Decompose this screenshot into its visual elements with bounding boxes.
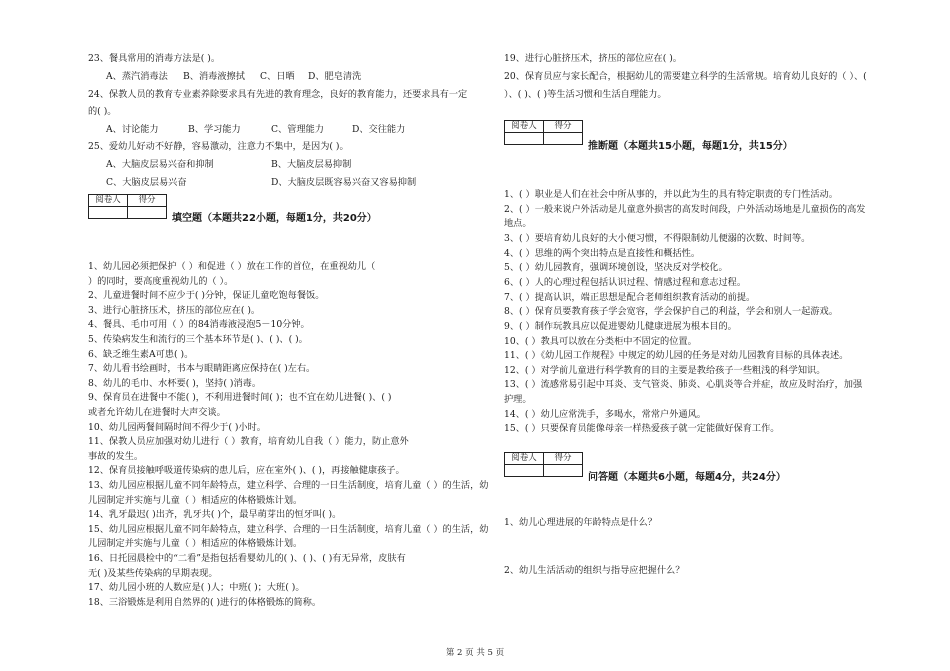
fill-question-line: 10、幼儿园两餐间隔时间不得少于( )小时。: [88, 421, 266, 433]
q23-option-a: A、蒸汽消毒法: [106, 71, 168, 82]
score-label: 得分: [544, 453, 583, 465]
q23-option-c: C、日晒: [260, 71, 295, 82]
q24-option-c: C、管理能力: [271, 124, 324, 135]
grader-label: 阅卷人: [505, 453, 544, 465]
fill-question-line: 9、保育员在进餐中不能( )，不利用进餐时间( )；也不宜在幼儿进餐( )、( ): [88, 392, 392, 404]
grader-box-essay: [504, 452, 583, 477]
fill-question-line: 无( )及某些传染病的早期表现。: [88, 567, 218, 579]
q23-option-d: D、肥皂清洗: [308, 71, 362, 82]
judge-question-line: 3、( ）要培育幼儿良好的大小便习惯，不得限制幼儿便溺的次数、时间等。: [504, 232, 811, 244]
essay-question-1: 1、幼儿心理进展的年龄特点是什么？: [504, 517, 657, 528]
q24-option-a: A、讨论能力: [106, 124, 159, 135]
fill-question-line: 14、乳牙最迟( )出齐，乳牙共( )个，最早萌芽出的恒牙叫( )。: [88, 509, 342, 521]
q25-option-b: B、大脑皮层易抑制: [271, 159, 352, 170]
fill-question-line: ）的同时，要高度重视幼儿的（ ）。: [88, 275, 234, 287]
score-label: 得分: [544, 121, 583, 133]
grader-cell: [505, 133, 544, 145]
fill-question-line: 3、进行心脏挤压术，挤压的部位应在( )。: [88, 304, 261, 316]
judge-question-line: 14、( ）幼儿应常洗手，多喝水，常常户外通风。: [504, 408, 706, 420]
essay-question-2: 2、幼儿生活活动的组织与指导应把握什么？: [504, 565, 685, 576]
fill-section-title: 填空题（本题共22小题，每题1分，共20分）: [172, 213, 377, 224]
fill-question-line: 15、幼儿园应根据儿童不同年龄特点，建立科学、合理的一日生活制度，培育儿童（ ）的生活，幼: [88, 523, 489, 535]
judge-question-line: 2、( ）一般来说户外活动是儿童意外损害的高发时间段，户外活动场地是儿童损伤的高发: [504, 203, 866, 215]
judge-question-line: 15、( ）只要保育员能像母亲一样热爱孩子就一定能做好保育工作。: [504, 423, 780, 435]
essay-section-title: 问答题（本题共6小题，每题4分，共24分）: [588, 472, 786, 483]
judge-question-line: 11、( ）《幼儿园工作规程》中规定的幼儿园的任务是对幼儿园教育目标的具体表述。: [504, 350, 849, 362]
q25-option-d: D、大脑皮层既容易兴奋又容易抑制: [271, 177, 417, 188]
judge-question-line: 5、( ）幼儿园教育，强调环境创设，坚决反对学校化。: [504, 262, 728, 274]
score-cell: [544, 133, 583, 145]
q24-option-d: D、交往能力: [352, 124, 406, 135]
fill-question-line: 儿园制定并实施与儿童（ ）相适应的体格锻炼计划。: [88, 494, 303, 506]
fill-question-line: 11、保教人员应加强对幼儿进行（ ）教育，培育幼儿自我（ ）能力，防止意外: [88, 436, 409, 448]
fill-question-line: 7、幼儿看书绘画时，书本与眼睛距离应保持在( )左右。: [88, 363, 316, 375]
judge-section-title: 推断题（本题共15小题，每题1分，共15分）: [588, 141, 793, 152]
judge-question-line: 4、( ）思维的两个突出特点是直接性和概括性。: [504, 247, 701, 259]
fill-question-line: 4、餐具、毛巾可用（ ）的84消毒液浸泡5－10分钟。: [88, 319, 310, 331]
grader-label: 阅卷人: [505, 121, 544, 133]
fill-question-line: 6、缺乏维生素A可患( )。: [88, 348, 194, 360]
score-label: 得分: [128, 195, 167, 207]
score-cell: [544, 465, 583, 477]
fill-question-line: 5、传染病发生和流行的三个基本环节是( )、( )、( )。: [88, 334, 308, 345]
grader-cell: [505, 465, 544, 477]
grader-label: 阅卷人: [89, 195, 128, 207]
q25-option-c: C、大脑皮层易兴奋: [106, 177, 187, 188]
judge-question-line: 7、( ）提高认识，端正思想是配合老师组织教育活动的前提。: [504, 291, 756, 303]
judge-question-line: 10、( ）教具可以放在分类柜中不固定的位置。: [504, 335, 697, 347]
q24-option-b: B、学习能力: [188, 124, 241, 135]
fill-question-line: 12、保育员接触呼吸道传染病的患儿后，应在室外( )、( )，再接触健康孩子。: [88, 465, 405, 477]
fill-question-line: 18、三浴锻炼是利用自然界的( )进行的体格锻炼的简称。: [88, 596, 322, 608]
fill-question-line: 2、儿童进餐时间不应少于( )分钟，保证儿童吃饱每餐饭。: [88, 290, 325, 302]
fill-question-line: 13、幼儿园应根据儿童不同年龄特点，建立科学、合理的一日生活制度，培育儿童（ ）的生活，幼: [88, 480, 489, 491]
fill-question-line: 8、幼儿的毛巾、水杯要( )，坚持( )消毒。: [88, 377, 262, 389]
judge-question-line: 6、( ）人的心理过程包括认识过程、情感过程和意志过程。: [504, 276, 747, 288]
question-20-cont: ）、( )、( )等生活习惯和生活自理能力。: [504, 89, 667, 100]
grader-box-fill: [88, 194, 167, 219]
question-23: 23、餐具常用的消毒方法是( )。: [88, 53, 221, 64]
judge-question-line: 8、( ）保育员要教育孩子学会宽容，学会保护自己的利益，学会和别人一起游戏。: [504, 306, 838, 318]
question-24-cont: 的( )。: [88, 106, 117, 117]
q25-option-a: A、大脑皮层易兴奋和抑制: [106, 159, 214, 170]
question-24: 24、保教人员的教育专业素养除要求具有先进的教育理念，良好的教育能力，还要求具有一定: [88, 89, 468, 100]
grader-cell: [89, 207, 128, 219]
fill-question-line: 儿园制定并实施与儿童（ ）相适应的体格锻炼计划。: [88, 538, 303, 550]
score-cell: [128, 207, 167, 219]
q23-option-b: B、消毒液擦拭: [183, 71, 245, 82]
judge-question-line: 12、( ）对学前儿童进行科学教育的目的主要是教给孩子一些粗浅的科学知识。: [504, 364, 826, 376]
judge-question-line: 地点。: [504, 218, 532, 230]
fill-question-line: 事故的发生。: [88, 450, 144, 462]
fill-question-line: 1、幼儿园必须把保护（ ）和促进（ ）放在工作的首位，在重视幼儿（: [88, 261, 376, 272]
question-19: 19、进行心脏挤压术，挤压的部位应在( )。: [504, 53, 682, 64]
fill-question-line: 或者允许幼儿在进餐时大声交谈。: [88, 407, 226, 418]
judge-question-line: 9、( ）制作玩教具应以促进婴幼儿健康进展为根本目的。: [504, 320, 737, 332]
judge-question-line: 护理。: [504, 394, 532, 406]
fill-question-line: 16、日托园晨检中的“二看”是指包括看婴幼儿的( )、( )、( )有无异常，皮肤有: [88, 553, 406, 564]
question-20: 20、保育员应与家长配合，根据幼儿的需要建立科学的生活常规。培育幼儿良好的（ ）、(: [504, 71, 867, 82]
grader-box-judge: [504, 120, 583, 145]
judge-question-line: 13、( ）流感常易引起中耳炎、支气管炎、肺炎、心肌炎等合并症，故应及时治疗，加强: [504, 379, 863, 391]
judge-question-line: 1、( ）职业是人们在社会中所从事的，并以此为生的具有特定职责的专门性活动。: [504, 189, 838, 200]
fill-question-line: 17、幼儿园小班的人数应是( )人；中班( )；大班( )。: [88, 582, 305, 594]
page-footer: 第 2 页 共 5 页: [445, 648, 505, 658]
question-25: 25、爱幼儿好动不好静，容易激动，注意力不集中，是因为( )。: [88, 141, 349, 152]
